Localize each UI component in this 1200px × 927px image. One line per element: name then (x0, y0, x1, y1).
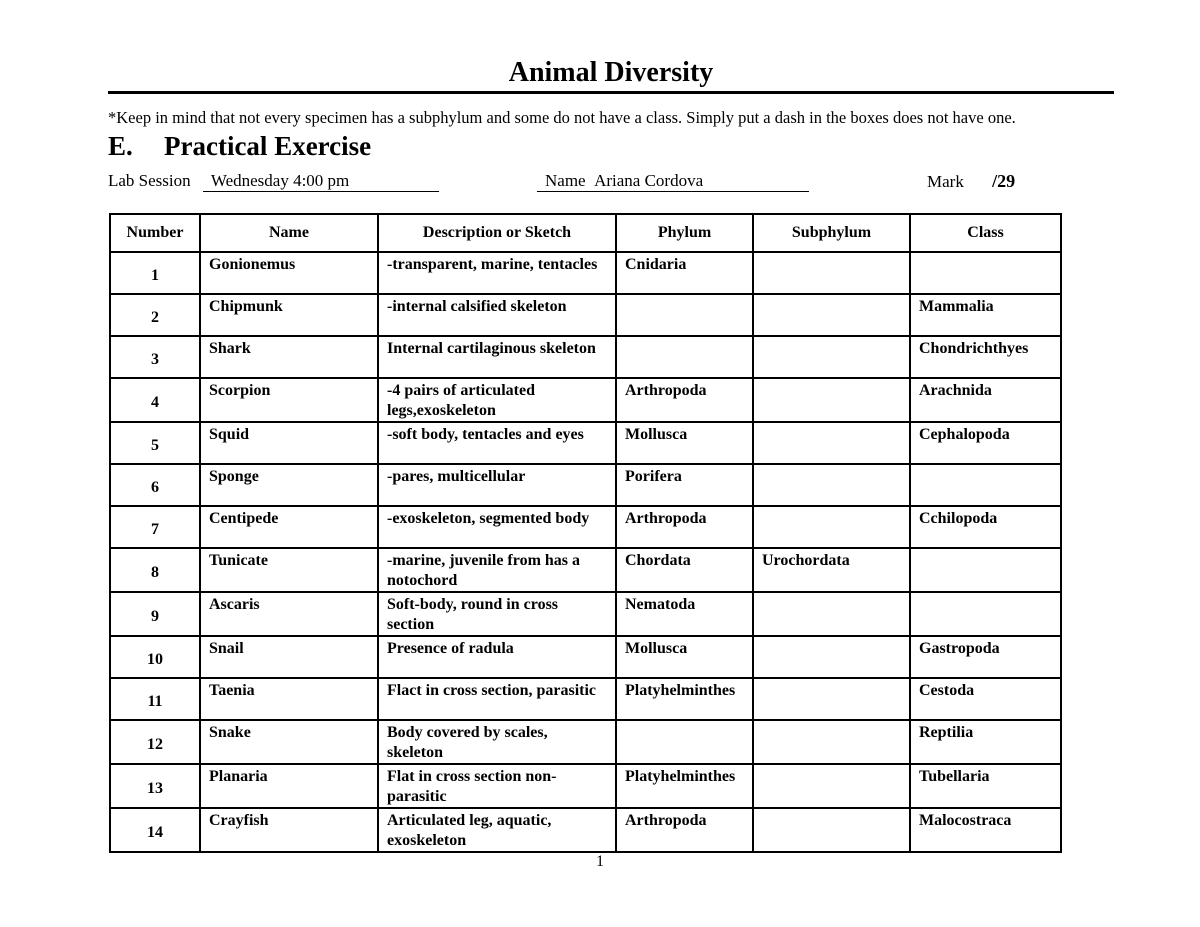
cell-number: 7 (110, 506, 200, 548)
mark-total: /29 (992, 171, 1016, 191)
cell-class: Tubellaria (910, 764, 1061, 808)
cell-subphylum (753, 764, 910, 808)
cell-class: Mammalia (910, 294, 1061, 336)
cell-description: Internal cartilaginous skeleton (378, 336, 616, 378)
cell-class: Arachnida (910, 378, 1061, 422)
cell-name: Gonionemus (200, 252, 378, 294)
table-row (110, 378, 1061, 422)
cell-class (910, 592, 1061, 636)
section-title: Practical Exercise (164, 131, 372, 161)
title-underline (108, 91, 1114, 94)
cell-number: 14 (110, 808, 200, 852)
cell-class: Malocostraca (910, 808, 1061, 852)
cell-class: Cchilopoda (910, 506, 1061, 548)
cell-name: Shark (200, 336, 378, 378)
cell-subphylum (753, 592, 910, 636)
specimen-table (109, 213, 1062, 853)
cell-subphylum (753, 636, 910, 678)
cell-phylum: Arthropoda (616, 506, 753, 548)
cell-description: -exoskeleton, segmented body (378, 506, 616, 548)
column-header-name: Name (200, 214, 378, 252)
cell-subphylum (753, 422, 910, 464)
cell-subphylum (753, 252, 910, 294)
name-field (537, 171, 809, 192)
name-label: Name (545, 171, 586, 190)
cell-phylum (616, 294, 753, 336)
column-header-number: Number (110, 214, 200, 252)
cell-description: Flat in cross section non-parasitic (378, 764, 616, 808)
table-row (110, 294, 1061, 336)
cell-subphylum (753, 464, 910, 506)
cell-subphylum (753, 808, 910, 852)
cell-phylum: Mollusca (616, 422, 753, 464)
cell-description: -4 pairs of articulated legs,exoskeleton (378, 378, 616, 422)
cell-subphylum (753, 678, 910, 720)
cell-number: 13 (110, 764, 200, 808)
mark-field (927, 171, 1015, 192)
lab-session-label: Lab Session (108, 171, 191, 190)
column-header-phylum: Phylum (616, 214, 753, 252)
cell-class: Cestoda (910, 678, 1061, 720)
cell-number: 5 (110, 422, 200, 464)
cell-subphylum (753, 294, 910, 336)
cell-name: Taenia (200, 678, 378, 720)
name-value: Ariana Cordova (594, 171, 704, 190)
cell-name: Scorpion (200, 378, 378, 422)
cell-subphylum (753, 378, 910, 422)
table-row (110, 592, 1061, 636)
table-header-row (110, 214, 1061, 252)
cell-name: Tunicate (200, 548, 378, 592)
table-row (110, 678, 1061, 720)
cell-class (910, 464, 1061, 506)
cell-class (910, 252, 1061, 294)
section-heading (108, 131, 371, 162)
table-row (110, 422, 1061, 464)
table-row (110, 548, 1061, 592)
name-entry (537, 172, 809, 192)
cell-phylum: Mollusca (616, 636, 753, 678)
cell-phylum: Chordata (616, 548, 753, 592)
column-header-description: Description or Sketch (378, 214, 616, 252)
cell-class (910, 548, 1061, 592)
cell-phylum (616, 336, 753, 378)
cell-number: 1 (110, 252, 200, 294)
table-row (110, 808, 1061, 852)
cell-subphylum: Urochordata (753, 548, 910, 592)
cell-description: Articulated leg, aquatic, exoskeleton (378, 808, 616, 852)
cell-number: 12 (110, 720, 200, 764)
cell-name: Sponge (200, 464, 378, 506)
cell-name: Centipede (200, 506, 378, 548)
lab-session-value: Wednesday 4:00 pm (203, 172, 439, 192)
cell-name: Ascaris (200, 592, 378, 636)
cell-name: Crayfish (200, 808, 378, 852)
cell-number: 3 (110, 336, 200, 378)
instruction-note: *Keep in mind that not every specimen has a subphylum and some do not have a class. Simply put a dash in the boxes does not have one. (108, 108, 1016, 127)
cell-description: -pares, multicellular (378, 464, 616, 506)
cell-name: Squid (200, 422, 378, 464)
lab-session-field (108, 171, 439, 192)
cell-class: Chondrichthyes (910, 336, 1061, 378)
cell-number: 10 (110, 636, 200, 678)
table-row (110, 252, 1061, 294)
cell-name: Chipmunk (200, 294, 378, 336)
table-row (110, 506, 1061, 548)
cell-name: Planaria (200, 764, 378, 808)
cell-phylum: Cnidaria (616, 252, 753, 294)
cell-description: Soft-body, round in cross section (378, 592, 616, 636)
column-header-subphylum: Subphylum (753, 214, 910, 252)
cell-phylum: Arthropoda (616, 378, 753, 422)
table-row (110, 720, 1061, 764)
cell-number: 6 (110, 464, 200, 506)
cell-class: Cephalopoda (910, 422, 1061, 464)
cell-class: Reptilia (910, 720, 1061, 764)
table-row (110, 336, 1061, 378)
cell-subphylum (753, 720, 910, 764)
table-row (110, 764, 1061, 808)
column-header-class: Class (910, 214, 1061, 252)
cell-number: 2 (110, 294, 200, 336)
cell-subphylum (753, 506, 910, 548)
cell-subphylum (753, 336, 910, 378)
cell-phylum: Platyhelminthes (616, 764, 753, 808)
table-row (110, 636, 1061, 678)
table-row (110, 464, 1061, 506)
cell-number: 11 (110, 678, 200, 720)
cell-number: 9 (110, 592, 200, 636)
cell-description: -marine, juvenile from has a notochord (378, 548, 616, 592)
cell-description: Flact in cross section, parasitic (378, 678, 616, 720)
cell-description: -internal calsified skeleton (378, 294, 616, 336)
section-label: E. (108, 131, 133, 161)
cell-name: Snake (200, 720, 378, 764)
cell-description: Presence of radula (378, 636, 616, 678)
cell-description: -soft body, tentacles and eyes (378, 422, 616, 464)
cell-class: Gastropoda (910, 636, 1061, 678)
cell-description: -transparent, marine, tentacles (378, 252, 616, 294)
cell-description: Body covered by scales, skeleton (378, 720, 616, 764)
cell-number: 4 (110, 378, 200, 422)
page-number: 1 (596, 853, 604, 870)
page-title: Animal Diversity (508, 57, 714, 88)
cell-name: Snail (200, 636, 378, 678)
cell-phylum: Nematoda (616, 592, 753, 636)
cell-phylum: Platyhelminthes (616, 678, 753, 720)
cell-phylum (616, 720, 753, 764)
cell-phylum: Porifera (616, 464, 753, 506)
cell-phylum: Arthropoda (616, 808, 753, 852)
cell-number: 8 (110, 548, 200, 592)
mark-label: Mark (927, 172, 964, 191)
